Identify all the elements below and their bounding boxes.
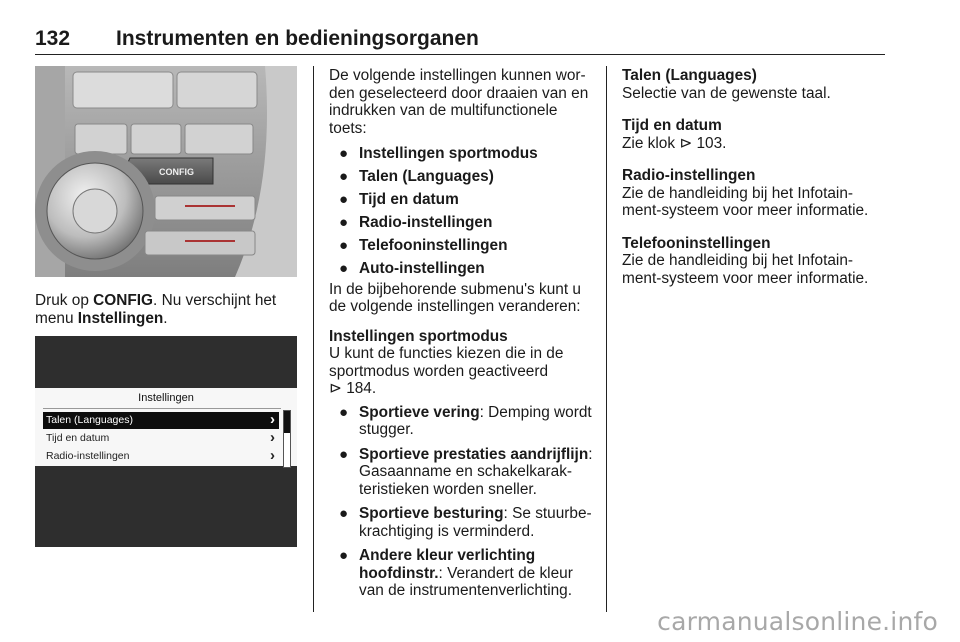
list-item (329, 547, 595, 600)
dashboard-panel-illustration (35, 66, 297, 277)
bullet-icon: ● (339, 547, 349, 564)
section-text: Zie de handleiding bij het Infotain-ment-systeem voor meer informatie. (622, 252, 869, 287)
instellingen-term: Instellingen (77, 309, 164, 327)
display-item-selected (43, 412, 279, 429)
sport-list (329, 404, 595, 600)
list-item-desc: Gasaanname en schakelkarak-teristieken worden sneller. (359, 463, 573, 498)
list-item-label: Tijd en datum (359, 191, 459, 208)
page-header (35, 26, 885, 55)
chevron-right-icon: › (270, 447, 275, 464)
list-item (329, 214, 595, 232)
section-text: Zie de handleiding bij het Infotain-ment-systeem voor meer informatie. (622, 184, 869, 219)
list-item-label: Telefooninstellingen (359, 237, 508, 254)
text-run: . Nu verschijnt het menu (35, 292, 277, 327)
reference-arrow-icon: ⊳ (679, 134, 693, 152)
list-item-term: Sportieve prestaties aandrijflijn (359, 445, 589, 463)
config-term: CONFIG (93, 292, 154, 309)
list-item-desc: Se stuurbe-krachtiging is verminderd. (359, 505, 592, 540)
display-scrollbar-thumb (284, 411, 290, 433)
list-item (329, 505, 595, 540)
display-screen (35, 388, 297, 466)
display-item-label: Radio-instellingen (46, 450, 130, 462)
bullet-icon: ● (339, 260, 349, 277)
bullet-icon: ● (339, 214, 349, 231)
column-divider-1 (313, 66, 314, 612)
list-item-label: Talen (Languages) (359, 168, 494, 185)
list-item-term: Sportieve besturing (359, 505, 504, 522)
list-item-desc: Demping wordt stugger. (359, 403, 592, 438)
display-scrollbar (283, 410, 291, 468)
list-item (329, 260, 595, 278)
config-button-label: CONFIG (159, 167, 194, 177)
column-divider-2 (606, 66, 607, 612)
list-item (329, 191, 595, 209)
bullet-icon: ● (339, 403, 349, 421)
sport-paragraph (329, 345, 595, 398)
sport-heading: Instellingen sportmodus (329, 327, 508, 345)
bullet-icon: ● (339, 168, 349, 185)
column-3-text (622, 67, 887, 287)
submenu-paragraph: In de bijbehorende submenu's kunt u de volgende instellingen veranderen: (329, 280, 581, 315)
bullet-icon: ● (339, 237, 349, 254)
page-number: 132 (35, 27, 71, 50)
display-item (43, 430, 279, 447)
bullet-icon: ● (339, 505, 349, 522)
column-2-text (329, 67, 595, 600)
list-item (329, 237, 595, 255)
section-heading: Tijd en datum (622, 117, 722, 134)
section-heading: Telefooninstellingen (622, 234, 771, 252)
bullet-icon: ● (339, 145, 349, 162)
section-heading: Talen (Languages) (622, 67, 757, 84)
reference-arrow-icon: ⊳ (329, 380, 342, 397)
text-run: . (163, 309, 168, 327)
list-item (329, 145, 595, 163)
page-title: Instrumenten en bedieningsorganen (116, 27, 479, 50)
text-run: Zie klok (622, 134, 676, 152)
chevron-right-icon: › (270, 429, 275, 446)
list-item-desc: Verandert de kleur van de instrumentenverlichting. (359, 564, 573, 599)
column-1-text (35, 292, 297, 327)
intro-paragraph: De volgende instellingen kunnen wor-den geselecteerd door draaien van en indrukken van de multifunctionele toets: (329, 67, 589, 137)
display-item-label: Talen (Languages) (46, 414, 133, 426)
text-run: : (438, 564, 448, 582)
config-button-photo (35, 66, 297, 277)
text-run: U kunt de functies kiezen die in de sportmodus worden geactiveerd (329, 345, 564, 380)
settings-display-image (35, 336, 297, 547)
page-reference: 184. (346, 380, 377, 397)
display-divider (43, 408, 281, 409)
list-item-label: Auto-instellingen (359, 260, 485, 277)
list-item (329, 404, 595, 439)
list-item-term: Andere kleur verlichting hoofdinstr. (359, 547, 536, 582)
text-run: : (503, 505, 513, 522)
section-text (622, 135, 887, 153)
list-item-term: Sportieve vering (359, 403, 480, 421)
text-run: : (588, 445, 593, 463)
display-item (43, 448, 279, 465)
list-item (329, 168, 595, 186)
chevron-right-icon: › (270, 411, 275, 428)
bullet-icon: ● (339, 445, 349, 463)
display-item-label: Tijd en datum (46, 432, 110, 444)
section-heading: Radio-instellingen (622, 167, 756, 184)
section-text: Selectie van de gewenste taal. (622, 84, 831, 102)
list-item-label: Instellingen sportmodus (359, 145, 538, 162)
display-title: Instellingen (138, 392, 194, 404)
watermark: carmanualsonline.info (657, 607, 938, 636)
list-item-label: Radio-instellingen (359, 214, 493, 231)
instruction-paragraph (35, 292, 297, 327)
list-item (329, 446, 595, 499)
menu-list (329, 145, 595, 278)
text-run: Druk op (35, 292, 94, 309)
text-run: : (479, 403, 489, 421)
bullet-icon: ● (339, 191, 349, 208)
page-reference: 103. (696, 134, 727, 152)
